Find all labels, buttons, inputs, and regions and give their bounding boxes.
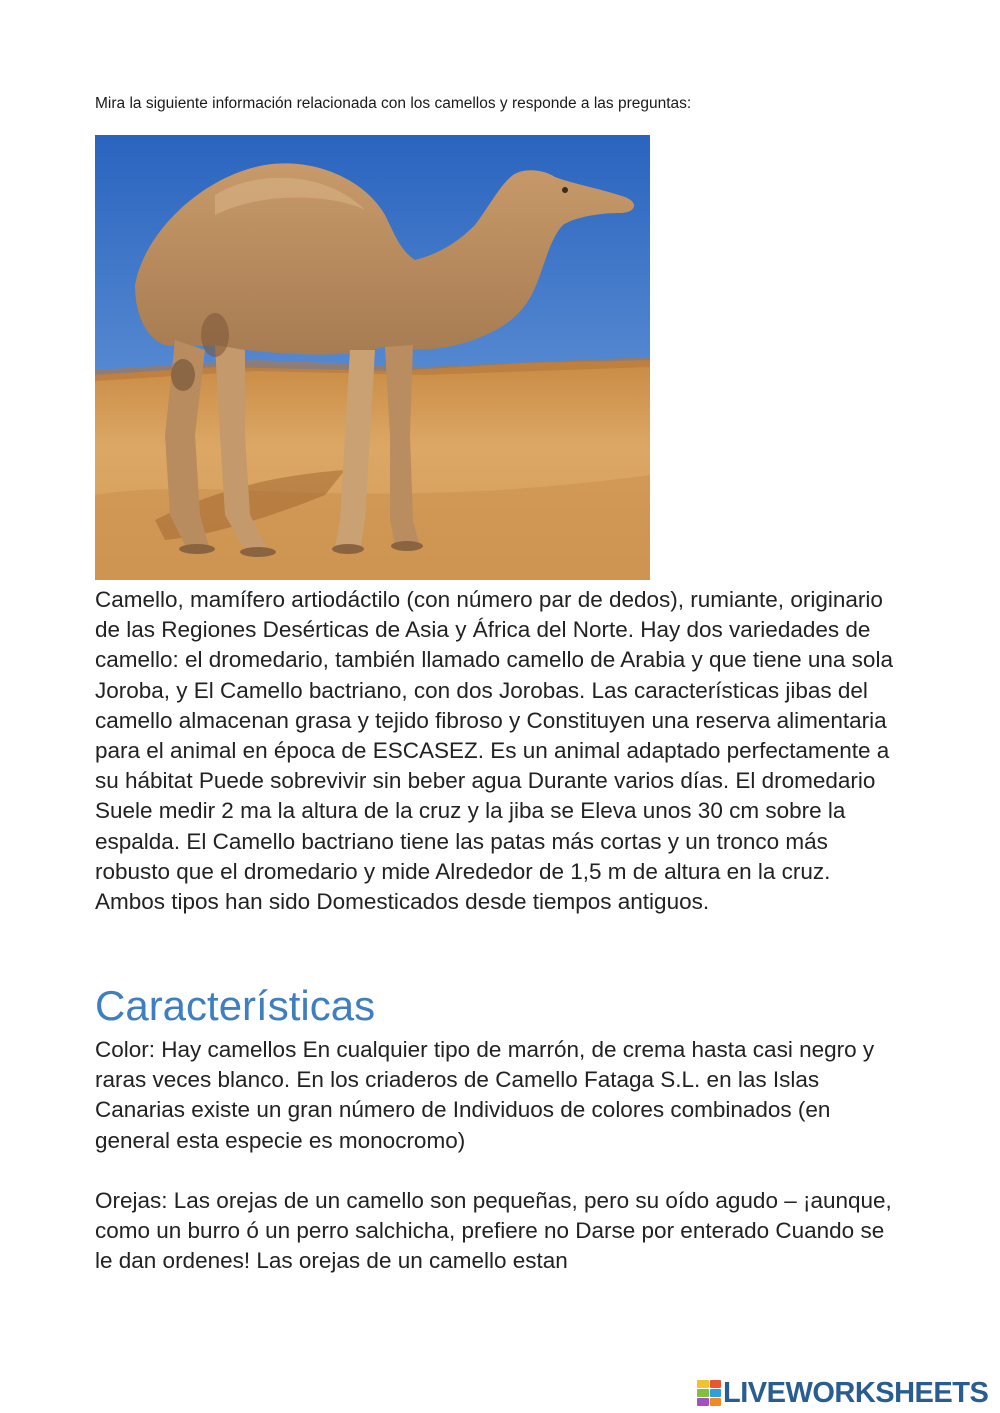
section-heading: Características: [95, 982, 376, 1029]
liveworksheets-text: LIVEWORKSHEETS: [723, 1377, 989, 1409]
liveworksheets-icon: [697, 1380, 721, 1406]
instruction-text: Mira la siguiente información relacionada con los camellos y responde a las preguntas:: [95, 95, 692, 112]
camel-photo: [95, 135, 650, 580]
liveworksheets-logo: [697, 1376, 988, 1410]
ears-paragraph: Orejas: Las orejas de un camello son pequeñas, pero su oído agudo – ¡aunque, como un burro ó un perro salchicha, prefiere no Darse por enterado Cuando se le dan ordenes! Las orejas de un camello estan: [95, 1188, 892, 1274]
intro-paragraph: Camello, mamífero artiodáctilo (con número par de dedos), rumiante, originario de las Regiones Desérticas de Asia y África del Norte. Hay dos variedades de camello: el dromedario, también llamado camello de Arabia y que tiene una sola Joroba, y El Camello bactriano, con dos Jorobas. Las características jibas del camello almacenan grasa y tejido fibroso y Constituyen una reserva alimentaria para el animal en época de ESCASEZ. Es un animal adaptado perfectamente a su hábitat Puede sobrevivir sin beber agua Durante varios días. El dromedario Suele medir 2 ma la altura de la cruz y la jiba se Eleva unos 30 cm sobre la espalda. El Camello bactriano tiene las patas más cortas y un tronco más robusto que el dromedario y mide Alrededor de 1,5 m de altura en la cruz. Ambos tipos han sido Domesticados desde tiempos antiguos.: [95, 587, 893, 915]
color-paragraph: Color: Hay camellos En cualquier tipo de marrón, de crema hasta casi negro y raras veces blanco. En los criaderos de Camello Fataga S.L. en las Islas Canarias existe un gran número de Individuos de colores combinados (en general esta especie es monocromo): [95, 1037, 875, 1153]
